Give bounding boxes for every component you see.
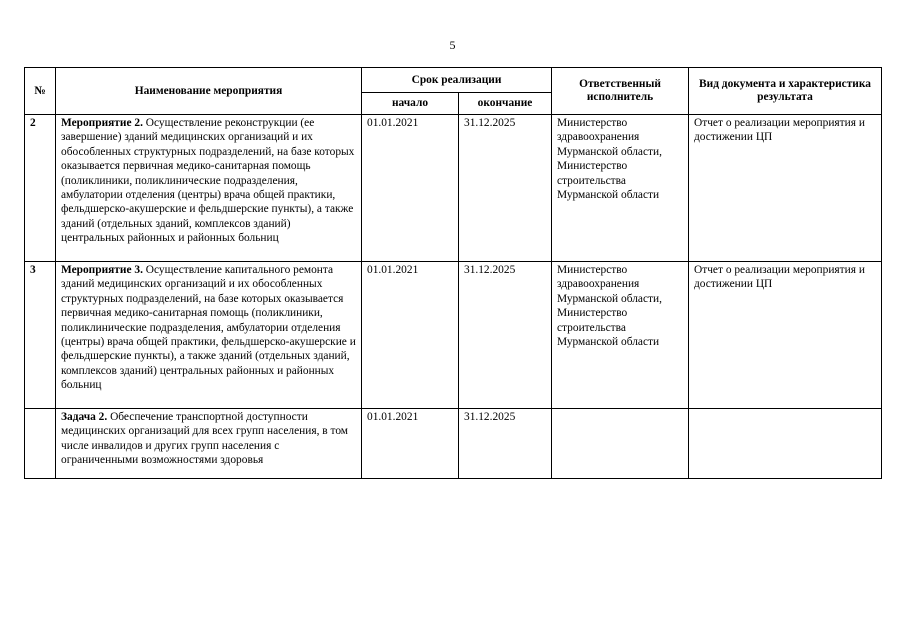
- end-date: 31.12.2025: [459, 115, 552, 262]
- header-activity-name: Наименование мероприятия: [56, 68, 362, 115]
- row-number: [25, 409, 56, 479]
- table-row: [25, 262, 882, 409]
- row-number: 2: [25, 115, 56, 262]
- executor: Министерство здравоохранения Мурманской области, Министерство строительства Мурманской области: [552, 262, 689, 409]
- table-row: [25, 115, 882, 262]
- result-document: [689, 409, 882, 479]
- end-date: 31.12.2025: [459, 409, 552, 479]
- table-row: [25, 409, 882, 479]
- activity-text: Осуществление капитального ремонта зданий медицинских организаций и их обособленных структурных подразделений, на базе которых оказывается первичная медико-санитарная помощь (поликлиники, поликлинические подразделения, амбулатории отделения (центры) врача общей практики, фельдшерско-акушерские и фельдшерские пункты), а также зданий (отдельных зданий, комплексов зданий) центральных районных и районных больниц: [61, 264, 356, 392]
- header-executor: Ответственный исполнитель: [552, 68, 689, 115]
- header-number: №: [25, 68, 56, 115]
- header-end: окончание: [459, 93, 552, 115]
- end-date: 31.12.2025: [459, 262, 552, 409]
- start-date: 01.01.2021: [362, 115, 459, 262]
- activities-table: [24, 67, 882, 479]
- result-document: Отчет о реализации мероприятия и достижении ЦП: [689, 115, 882, 262]
- result-document: Отчет о реализации мероприятия и достижении ЦП: [689, 262, 882, 409]
- header-period: Срок реализации: [362, 68, 552, 93]
- activity-text: Осуществление реконструкции (ее завершение) зданий медицинских организаций и их обособленных структурных подразделений, на базе которых оказывается первичная медико-санитарная помощь (поликлиники, поликлинические подразделения, амбулатории отделения (центры) врача общей практики, фельдшерско-акушерские и фельдшерские пункты), а также зданий (отдельных зданий, комплексов зданий) центральных районных и районных больниц: [61, 117, 355, 245]
- start-date: 01.01.2021: [362, 409, 459, 479]
- start-date: 01.01.2021: [362, 262, 459, 409]
- activity-title: Мероприятие 3.: [61, 264, 143, 276]
- header-start: начало: [362, 93, 459, 115]
- activity-description: [56, 115, 362, 262]
- page-number: 5: [449, 38, 456, 52]
- header-row: [25, 68, 882, 93]
- activity-title: Мероприятие 2.: [61, 117, 143, 129]
- header-document: Вид документа и характеристика результата: [689, 68, 882, 115]
- activity-description: [56, 409, 362, 479]
- executor: [552, 409, 689, 479]
- activity-description: [56, 262, 362, 409]
- executor: Министерство здравоохранения Мурманской области, Министерство строительства Мурманской области: [552, 115, 689, 262]
- row-number: 3: [25, 262, 56, 409]
- task-title: Задача 2.: [61, 411, 108, 423]
- task-text: Обеспечение транспортной доступности медицинских организаций для всех групп населения, в том числе инвалидов и других групп населения с ограниченными возможностями здоровья: [61, 411, 349, 467]
